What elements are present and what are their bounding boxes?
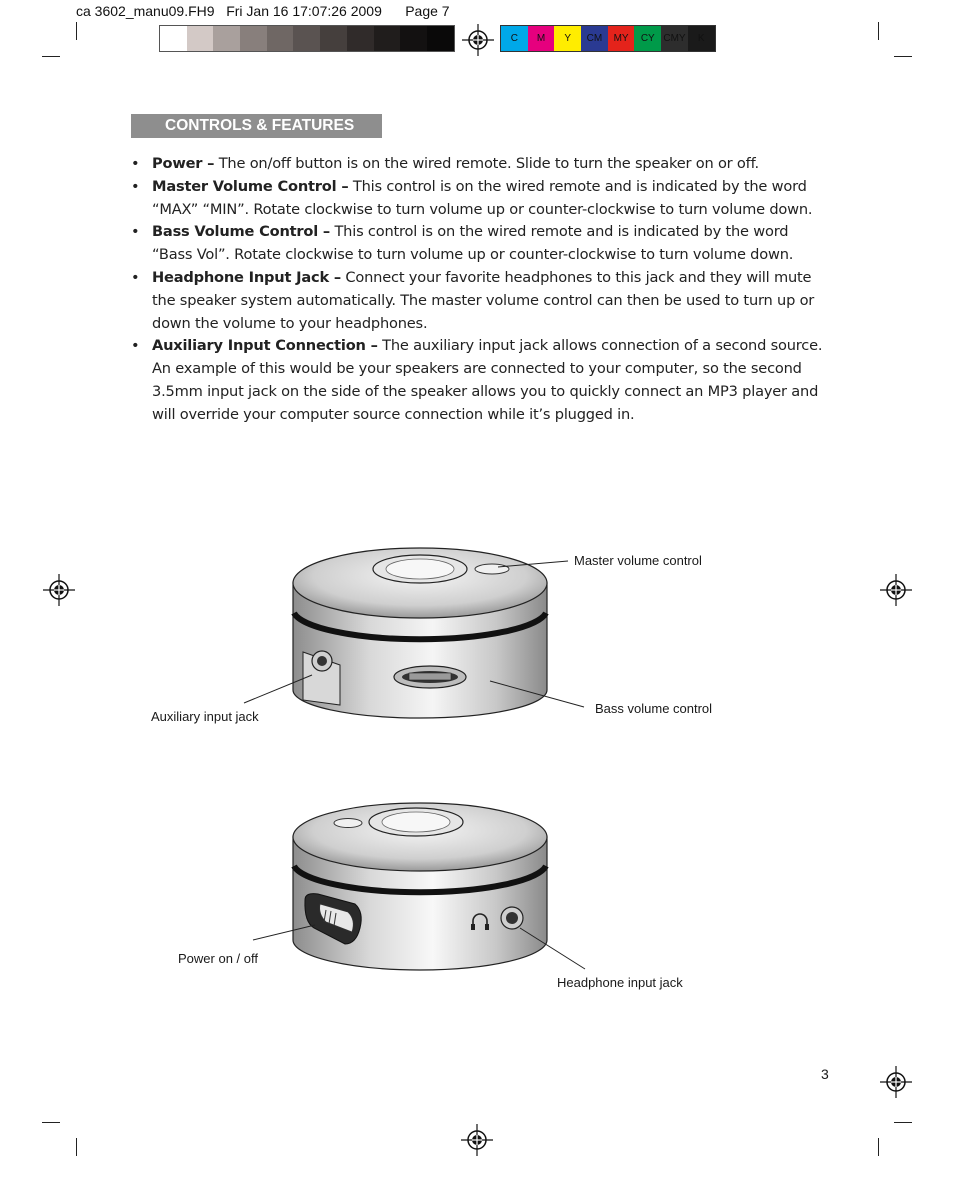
feature-description: The auxiliary input jack allows connection of a second source. An example of this would be your speakers are connected to your computer, so the second 3.5mm input jack on the side of the speaker allows you to quickly connect an MP3 player and will override your computer source connection while it’s plugged in. xyxy=(152,337,823,423)
trim-mark xyxy=(42,56,60,57)
feature-item xyxy=(131,267,831,335)
grayscale-calibration-bar xyxy=(159,25,455,52)
cmyk-calibration-bar xyxy=(500,25,716,52)
cmyk-swatch: K xyxy=(688,26,715,51)
cmyk-swatch: Y xyxy=(554,26,581,51)
gray-swatch xyxy=(267,26,294,51)
headphone-jack-icon xyxy=(501,907,523,929)
gray-swatch xyxy=(427,26,454,51)
print-slug: ca 3602_manu09.FH9 Fri Jan 16 17:07:26 2009 Page 7 xyxy=(76,3,450,19)
registration-mark-icon xyxy=(461,1124,493,1156)
feature-description: This control is on the wired remote and is indicated by the word “MAX” “MIN”. Rotate clockwise to turn volume up or counter-clockwise to turn volume down. xyxy=(152,177,813,218)
cmyk-swatch: M xyxy=(528,26,555,51)
cmyk-swatch: CY xyxy=(634,26,661,51)
registration-mark-icon xyxy=(462,24,494,56)
power-label: Power on / off xyxy=(178,951,258,966)
trim-mark xyxy=(894,1122,912,1123)
master-volume-knob-icon xyxy=(475,564,509,574)
gray-swatch xyxy=(213,26,240,51)
feature-term: Bass Volume Control – xyxy=(152,223,331,241)
feature-item xyxy=(131,335,831,426)
cmyk-swatch: MY xyxy=(608,26,635,51)
feature-item xyxy=(131,153,831,176)
trim-mark xyxy=(42,1122,60,1123)
feature-term: Auxiliary Input Connection – xyxy=(152,337,378,355)
feature-list xyxy=(131,153,831,427)
trim-mark xyxy=(76,1138,77,1156)
gray-swatch xyxy=(160,26,187,51)
gray-swatch xyxy=(240,26,267,51)
registration-mark-icon xyxy=(880,1066,912,1098)
gray-swatch xyxy=(293,26,320,51)
cmyk-swatch: CM xyxy=(581,26,608,51)
feature-term: Headphone Input Jack – xyxy=(152,268,341,286)
trim-mark xyxy=(878,1138,879,1156)
headphone-jack-label: Headphone input jack xyxy=(557,975,683,990)
feature-description: Connect your favorite headphones to this jack and they will mute the speaker system automatically. The master volume control can then be used to turn up or down the volume to your headphones. xyxy=(152,268,815,332)
speaker-front-diagram xyxy=(0,530,954,740)
feature-item xyxy=(131,221,831,267)
bass-volume-wheel-icon xyxy=(394,666,466,688)
feature-term: Power – xyxy=(152,155,215,172)
trim-mark xyxy=(76,22,77,40)
feature-description: This control is on the wired remote and is indicated by the word “Bass Vol”. Rotate clockwise to turn volume up or counter-clockwise to turn volume down. xyxy=(152,223,794,264)
feature-description: The on/off button is on the wired remote. Slide to turn the speaker on or off. xyxy=(214,155,759,172)
bass-volume-label: Bass volume control xyxy=(595,701,713,716)
trim-mark xyxy=(878,22,879,40)
auxiliary-input-label: Auxiliary input jack xyxy=(151,709,259,724)
cmyk-swatch: CMY xyxy=(661,26,688,51)
gray-swatch xyxy=(347,26,374,51)
page-number: 3 xyxy=(821,1066,829,1082)
master-volume-label: Master volume control xyxy=(574,553,702,568)
feature-term: Master Volume Control – xyxy=(152,177,349,195)
feature-item xyxy=(131,176,831,222)
gray-swatch xyxy=(374,26,401,51)
gray-swatch xyxy=(187,26,214,51)
speaker-back-diagram xyxy=(0,795,954,995)
gray-swatch xyxy=(320,26,347,51)
cmyk-swatch: C xyxy=(501,26,528,51)
gray-swatch xyxy=(400,26,427,51)
trim-mark xyxy=(894,56,912,57)
section-heading: CONTROLS & FEATURES xyxy=(131,114,382,138)
speaker-body xyxy=(293,803,547,970)
